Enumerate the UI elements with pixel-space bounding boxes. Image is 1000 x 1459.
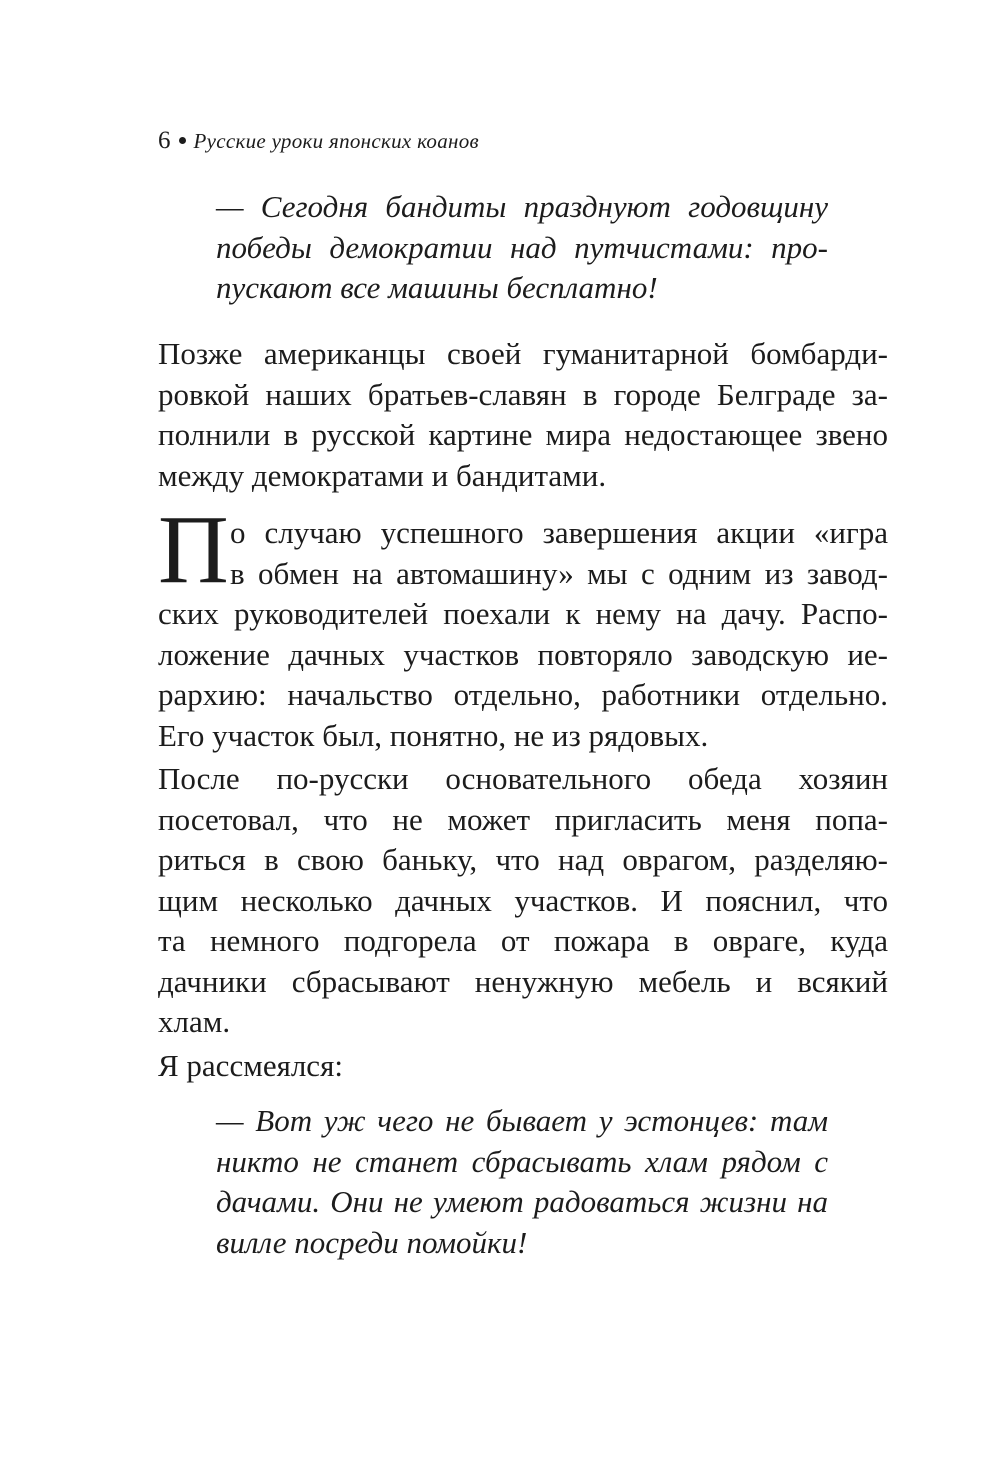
quote-line: победы демократии над путчистами: про-	[216, 229, 828, 265]
paragraph-3	[158, 759, 888, 1043]
paragraph-line: ских руководителей поехали к нему на дачу. Распо-	[158, 596, 888, 631]
paragraph-line: та немного подгорела от пожара в овраге, куда	[158, 923, 888, 958]
paragraph-1	[158, 334, 888, 496]
paragraph-line: ложение дачных участков повторяло заводскую ие-	[158, 636, 888, 672]
paragraph-line: между демократами и бандитами.	[158, 457, 607, 493]
page-number: 6	[158, 127, 171, 154]
running-head	[158, 126, 479, 157]
quote-block-2	[216, 1101, 828, 1263]
paragraph-line: полнили в русской картине мира недостающее звено	[158, 417, 888, 452]
quote-line: — Вот уж чего не бывает у эстонцев: там	[216, 1103, 828, 1138]
paragraph-4	[158, 1046, 888, 1087]
drop-cap: П	[158, 496, 229, 604]
bullet-icon	[179, 137, 186, 144]
paragraph-line: рархию: начальство отдельно, работники отдельно.	[158, 677, 888, 712]
paragraph-line: щим несколько дачных участков. И пояснил, что	[158, 882, 888, 918]
paragraph-line: Я рассмеялся:	[158, 1048, 343, 1083]
paragraph-line: хлам.	[158, 1004, 231, 1039]
paragraph-line: о случаю успешного завершения акции «игра	[230, 515, 888, 550]
paragraph-line: ровкой наших братьев-славян в городе Белграде за-	[158, 376, 888, 412]
paragraph-line: дачники сбрасывают ненужную мебель и всякий	[158, 963, 888, 999]
quote-line: пускают все машины бесплатно!	[216, 270, 658, 305]
quote-line: вилле посреди помойки!	[216, 1224, 528, 1260]
paragraph-line: Его участок был, понятно, не из рядовых.	[158, 717, 709, 753]
quote-block-1	[216, 187, 828, 309]
paragraph-line: Позже американцы своей гуманитарной бомбарди-	[158, 336, 888, 371]
paragraph-line: риться в свою баньку, что над оврагом, разделяю-	[158, 842, 888, 877]
paragraph-line: в обмен на автомашину» мы с одним из завод-	[230, 555, 888, 591]
paragraph-line: После по-русски основательного обеда хозяин	[158, 761, 888, 796]
running-title: Русские уроки японских коанов	[193, 129, 479, 153]
paragraph-line: посетовал, что не может пригласить меня попа-	[158, 801, 888, 837]
quote-line: никто не станет сбрасывать хлам рядом с	[216, 1143, 828, 1179]
quote-line: — Сегодня бандиты празднуют годовщину	[216, 189, 828, 224]
quote-line: дачами. Они не умеют радоваться жизни на	[216, 1184, 828, 1219]
